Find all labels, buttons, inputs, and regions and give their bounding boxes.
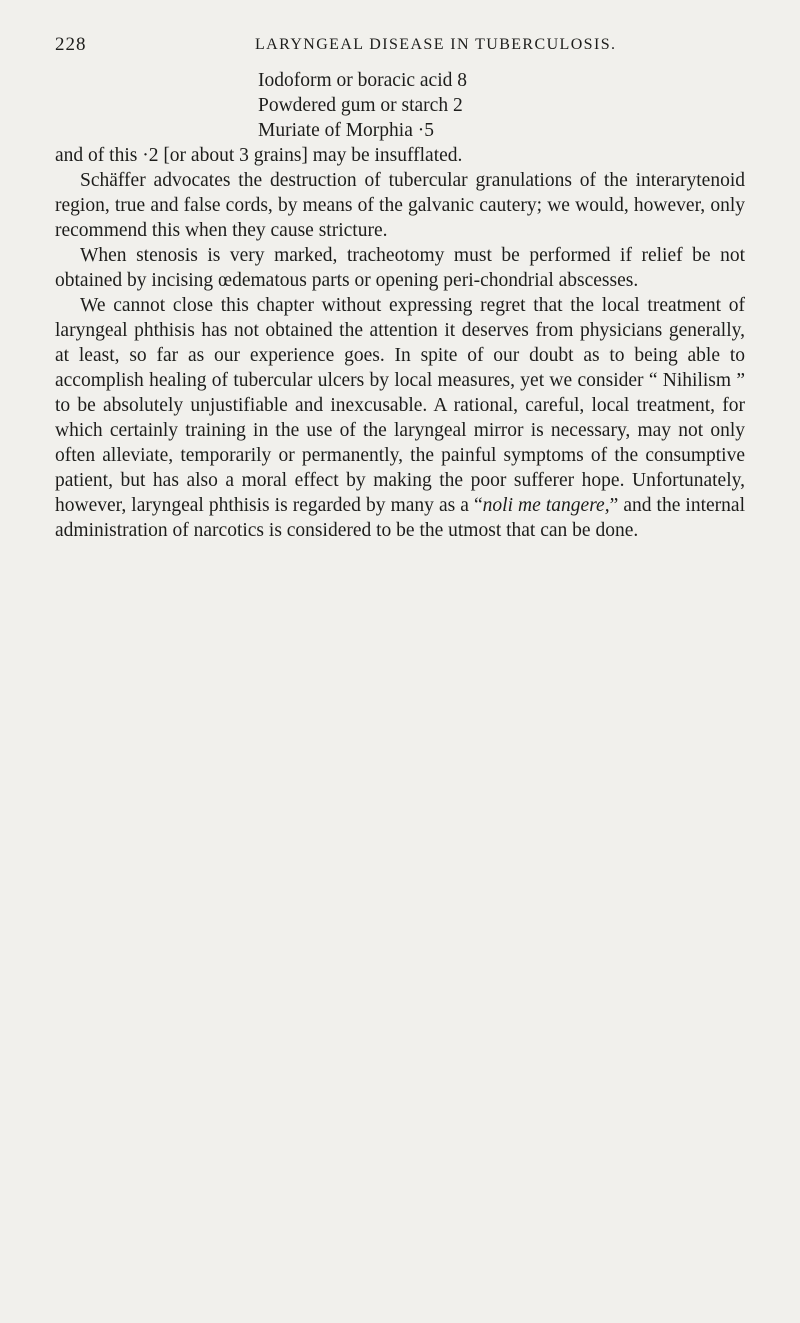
running-head: LARYNGEAL DISEASE IN TUBERCULOSIS. <box>255 36 617 53</box>
page-number: 228 <box>55 34 87 55</box>
formula-line: Powdered gum or starch 2 <box>258 95 463 116</box>
formula-line: Muriate of Morphia ·5 <box>258 120 434 141</box>
prescription-formula <box>258 68 467 143</box>
latin-phrase: noli me tangere, <box>482 495 610 516</box>
paragraph: When stenosis is very marked, tracheotomy must be performed if relief be not obtained by incising œdematous parts or opening peri-chondrial abscesses. <box>55 245 745 291</box>
paragraph <box>55 293 745 543</box>
body-text <box>55 143 745 543</box>
paragraph-text: ” and the internal administration of narcotics is considered to be the utmost that can be done. <box>55 495 745 541</box>
page-header <box>55 33 745 57</box>
paragraph: Schäffer advocates the destruction of tubercular granulations of the interarytenoid region, true and false cords, by means of the galvanic cautery; we would, however, only recommend this when they cause stricture. <box>55 170 745 241</box>
paragraph: and of this ·2 [or about 3 grains] may be insufflated. <box>55 145 463 166</box>
paragraph-text: We cannot close this chapter without expressing regret that the local treatment of laryngeal phthisis has not obtained the attention it deserves from physicians generally, at least, so far as our experience goes. In spite of our doubt as to being able to accomplish healing of tubercular ulcers by local measures, yet we consider “ Nihilism ” to be absolutely unjustifiable and inexcusable. A rational, careful, local treatment, for which certainly training in the use of the laryngeal mirror is necessary, may not only often alleviate, temporarily or permanently, the painful symptoms of the consumptive patient, but has also a moral effect by making the poor sufferer hope. Unfortunately, however, laryngeal phthisis is regarded by many as a “ <box>55 295 745 516</box>
formula-line: Iodoform or boracic acid 8 <box>258 70 467 91</box>
